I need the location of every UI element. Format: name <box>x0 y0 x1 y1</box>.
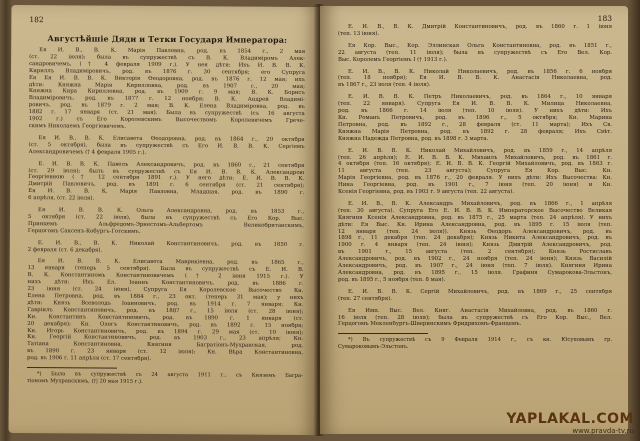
text-line: Кн. Игорь Константиновичъ, род. въ 1894 г. 29 мая (ст. 10 іюня); <box>27 327 304 336</box>
text-line: 22 августа (теп. 11 іюля); была въ супружествѣ съ Его Вел. Кор. <box>338 49 612 56</box>
text-line: Е. И. В., В. К. Николай Николаевичъ, род. въ 1856 г. 6 ноября <box>348 68 612 75</box>
paragraph <box>27 259 304 365</box>
text-line: 2 февраля (ст. 6 декабря). <box>27 246 103 254</box>
text-line: Александровичемъ († 4 февраля 1905 г.). <box>28 148 147 156</box>
text-line: Е. И. В., В. К. Николай Константиновичъ, род. въ 1850 г. <box>37 239 304 248</box>
paragraph <box>338 201 612 284</box>
watermark <box>506 411 634 435</box>
text-line: 23 іюня (ст. 24 іюня), Супруга Ея Королевское Высочество Кн. <box>27 286 304 295</box>
text-line: 4 октября (теп. 16 октября); Е. И. В. В. К. Георгій Михайловичъ, род. въ 1863 г. <box>338 161 612 168</box>
text-line: 5 октября (ст. 22 іюля), была въ супружествѣ съ Его Кор. Выс. <box>27 213 305 222</box>
text-line: (теп. 22 января). Супруга Ея И. В. В. К. Милица Николаевна, <box>338 101 612 108</box>
text-line: Кн. Романъ Петровичъ, род. въ 1896 г., 5 октября; Кн. Марина <box>338 114 612 121</box>
text-line: Княжна Кира Кирилловна, род. въ 1909 г. 9 мая; В. К. Борисъ <box>28 88 305 97</box>
text-line: скимъ Николаемъ Георгіевичемъ. <box>28 123 126 130</box>
text-line: Кн. Константинъ Константиновичъ, род. въ 1890 г. 1 января (ст. <box>27 313 304 322</box>
text-line: (теп. 13 іюня). <box>338 30 380 37</box>
footnote <box>27 371 303 386</box>
paragraph <box>338 289 612 303</box>
text-line: 13 января (теперь 5 сентября). Была въ супружествѣ съ Е. И. В. <box>27 265 304 274</box>
section-heading: Августѣйшіе Дяди и Тетки Государя Императора: <box>47 33 288 45</box>
text-line: Елена Петровна, род. въ 1884 г., 23 окт. (теперь 31 мая); у нихъ <box>27 293 304 301</box>
paragraph <box>28 161 304 204</box>
text-line: (теп. 30 августа). Супруга Его Е. И. В. В. К. Императорское Высочество Великая <box>338 207 612 214</box>
text-line: (ст. 29 іюля); былъ въ супружествѣ съ Ея И. В. В. К. Александрою <box>28 167 305 176</box>
page-number: 182 <box>29 15 44 25</box>
text-line: дѣти: Княжна Марія Кирилловна, род. въ 1907 г., 20 мая; <box>28 81 305 90</box>
paragraph <box>28 207 304 237</box>
left-page-body <box>27 47 305 364</box>
text-line: Владиміровичъ, род. въ 1877 г. 12 ноября; В. К. Андрей Владимі- <box>28 95 305 104</box>
footnote <box>338 337 612 350</box>
paragraph <box>28 135 304 158</box>
text-line: дѣти: Князь Всеволодъ Іоанновичъ, род. въ 1914 г. 7 января; Кн. <box>27 299 304 308</box>
text-line: Ея Имп. Выс. Вел. Княг. Анастасія Михайловна, род. въ 1860 г. <box>348 307 612 314</box>
text-line: въ 1901 г., 15 августа (теп. 2 сентября); Князь Ростиславъ <box>338 249 612 256</box>
text-line: В. К. Константиномъ Константиновичемъ († 2 іюня 1915 г.). У <box>27 272 304 281</box>
text-line: (теп. 18 ноября); Ея И. В. В. К. Анастасія Николаевна, род. <box>338 75 612 82</box>
right-page <box>320 6 628 434</box>
text-line: 1900 г. 4 января (теп. 24 іюня); Князь Дмитрій Александровичъ, род. <box>338 242 612 249</box>
text-line: 1898 г., 11 декабря (теп. 24 декабря); Князь Никита Александровичъ, род. въ <box>338 235 612 242</box>
text-line: род. въ 1895 г., 5 ноября (теп. 8 мая). <box>338 276 446 283</box>
text-line: Ксенія Георгіевна, род. въ 1903 г. 9 августа (теп. 22 августа). <box>338 189 515 196</box>
text-line: Татіана Константиновна, Княгиня Багратіонъ-Мухранская, род. <box>27 341 304 350</box>
page-number: 183 <box>597 14 612 23</box>
text-line: 1882 г. 17 января (ст. 21 мая). Была въ супружествѣ (съ 16 августа <box>28 109 305 118</box>
text-line: Александровичъ, род. въ 1902 г., 24 ноября (теп. 24 іюня); Князь Василій <box>338 256 612 263</box>
text-line: (ст. 5 октября), была въ супружествѣ съ Его И. В. В. К. Сергіемъ <box>28 141 305 150</box>
text-line: 20 декабря); Кн. Олегъ Константиновичъ, род. въ 1892 г. 15 ноября; <box>27 320 304 329</box>
footnote-line: Сумароковымъ-Эльстонъ. <box>338 343 409 350</box>
text-line: ровичъ, род. въ 1879 г. 2 мая; В. К. Елена Владиміровна, род. въ <box>28 102 305 111</box>
text-line: Александровичъ, род. въ 1907 г., 24 іюня (теп. 7 іюля). Княгиня Ирина <box>338 263 612 270</box>
text-line: Ея И. В. В. К. Елисавета Маврикіевна, род. въ 1865 г., <box>37 258 304 267</box>
text-line: Марія Георгіевна, род. въ 1876 г., 20 февраля. У нихъ дѣти: Ихъ Высочества: Кн. <box>338 175 612 182</box>
paragraph <box>29 47 306 132</box>
footnote-line: *) Была въ супружествѣ съ 24 августа 1911 г., съ Княземъ Багра- <box>36 371 303 380</box>
text-line: Кн. Георгій Константиновичъ, род. въ 1903 г., 23 апрѣля; Кн. <box>27 334 304 343</box>
text-line: нихъ дѣти: Ихъ Ел. Іоаннъ Константиновичъ, род. въ 1886 г. <box>27 279 304 288</box>
footnote-line: тіономъ Мухранскимъ, (†| 20 мая 1915 г.). <box>26 377 143 385</box>
text-line: Княжна Марія Петровна, род. въ 1892 г. 28 февраля; Ихъ Свѣт. <box>338 128 612 135</box>
text-line: Е. И. В., В. К. Дмитрій Константиновичъ, род. въ 1860 г. 1 іюня <box>348 24 612 30</box>
text-line: род. въ 1906 г. 11 апрѣля (ст. 17 сентября). <box>27 355 152 363</box>
text-line: въ 1890 г. 23 января (ст. 12 іюля); Кн. Вѣра Константиновна, <box>27 348 304 357</box>
paragraph <box>338 308 612 329</box>
text-line: въ 1867 г., 23 іюля (теп. 4 іюля). <box>338 82 431 89</box>
text-line: Е. И. В. В. К. Павелъ Александровичъ, род. въ 1860 г., 21 сентября <box>38 160 305 169</box>
paragraph <box>338 69 612 90</box>
text-line: 6 апрѣля, (ст. 22 іюля). <box>28 195 95 202</box>
watermark-brand: YAPLAKAL.COM <box>506 411 634 427</box>
text-line: Дмитрій Павловичъ, род. въ 1891 г. 6 сентября (ст. 21 сентября); <box>28 181 305 190</box>
text-line: Александровна, род. въ 1895 г., 15 іюля. Графиня Сумарокова-Эльстонъ, <box>338 270 612 276</box>
text-line: 1902 г.) съ Его Королевскимъ Высочествомъ Королевичемъ Грече- <box>28 116 305 125</box>
text-line: род. въ 1866 г. 14 іюля (теп. 10 іюля). У нихъ дѣти: Ихъ <box>338 108 612 115</box>
text-line: Княжна Надежда Петровна, род. въ 1898 г. 3 марта. <box>338 135 489 142</box>
footnote-rule <box>338 333 428 334</box>
text-line: (ст. 22 іюля); была въ супружествѣ съ В. К. Владиміромъ Алек- <box>29 53 306 62</box>
text-line: Герцогомъ Саксенъ-Кобургъ-Готскимъ. <box>27 227 141 235</box>
footnote-line: *) Въ супружествѣ съ 9 Февраля 1914 г., съ кн. Юсуповымъ гр. <box>348 337 612 344</box>
paragraph <box>28 240 304 256</box>
text-line: Ея И. В., В. К. Марія Павловна, род. въ 1854 г., 2 мая <box>39 47 306 55</box>
text-line: Гавріилъ Константиновичъ, род. въ 1887 г., 15 іюля (ст. 28 іюня); <box>27 306 304 315</box>
text-line: (теп. 26 апрѣля); Е. И. В. В. К. Михаилъ Михайловичъ, род. въ 1861 г. <box>338 154 612 161</box>
text-line: Принцемъ Альфредомъ-Эрнестомъ-Альбертомъ Великобританскимъ, <box>27 220 304 229</box>
text-line: Е. И. В. В. К. Николай Михайловичъ, род. въ 1859 г., 14 апрѣля <box>348 147 612 154</box>
text-line: Княгиня Ксенія Александровна, род. въ 1875 г., 25 марта (теп. 24 апрѣля). У нихъ <box>338 214 612 221</box>
text-line: Ея Кор. Выс., Кор. Эллинская Ольга Константиновна, род. въ 1851 г., <box>348 42 612 49</box>
text-line: Петровна, род. въ 1892 г., 28 февраля (ст. 11 марта); Ихъ Св. <box>338 121 612 128</box>
text-line: Е. И. В., В. К. Александръ Михайловичъ, род. въ 1866 г., 1 апрѣля <box>348 200 612 207</box>
text-line: 16 іюля (теп. 28 іюля); была въ супружествѣ съ Его Кор. Выс., Вел. <box>338 314 612 321</box>
text-line: Выс. Королемъ Георгіемъ I († 1913 г.). <box>338 56 448 63</box>
text-line: Кириллъ Владиміровичъ, род. въ 1876 г. 30 сентября; его Супруга <box>29 67 306 76</box>
paragraph <box>338 43 612 64</box>
text-line: дѣти: Ея Выс. Кн. Ирина Александровна, род. въ 1895 г. 15 іюля (теп. <box>338 221 612 228</box>
text-line: Ея И. В. В. К. Марія Павловна, Младшая, род. въ 1890 г. <box>28 188 305 197</box>
text-line: (теп. 27 сентября). <box>338 295 392 302</box>
text-line: 11 августа (теп. 23 августа); Супруга Ея Кор. Выс. Кн. <box>338 168 612 175</box>
text-line: Ея И. В. В. К. Ольга Александровна, род. въ 1853 г., <box>38 207 305 216</box>
left-page <box>9 5 320 435</box>
text-line: 12 января (теп. 24 іюля)). Князь Ѳеодоръ Александровичъ, род. въ <box>338 228 612 235</box>
footnote-rule <box>27 367 117 369</box>
paragraph <box>338 24 612 38</box>
paragraph <box>338 94 612 142</box>
text-line: Е. И. В. В. К. Петръ Николаевичъ, род. въ 1864 г., 10 января <box>348 94 612 101</box>
watermark-url: www.pravda-tv.ru <box>572 427 634 435</box>
paragraph <box>338 148 612 196</box>
text-line: Герцогомъ Мекленбургъ-Шверинскимъ Фридрихомъ-Францемъ. <box>338 321 522 328</box>
right-page-body <box>338 24 612 328</box>
text-line: Е. И. В. В. К. Сергій Михайловичъ, род. въ 1869 г., 25 сентября <box>348 288 612 295</box>
text-line: сандровичемъ, († 4 февраля 1909 г.). У нея дѣти: Ихъ И. В. В. К. <box>29 60 306 69</box>
text-line: Ея Ея И. В. В. К. Викторія Ѳеодоровна, род. въ 1876 г. 12 мая; ихъ <box>28 74 306 83</box>
text-line: Нина Георгіевна, род. въ 1901 г., 7 іюня (теп. 20 іюня) и Кн. <box>338 182 612 189</box>
text-line: Георгіевною († 12 сентября 1891 г.). У него дѣти: Е. И. В. В. К. <box>28 174 305 183</box>
text-line: Ея И. В., В. К. Елисавета Ѳеодоровна, род. въ 1864 г., 20 октября <box>38 134 305 143</box>
